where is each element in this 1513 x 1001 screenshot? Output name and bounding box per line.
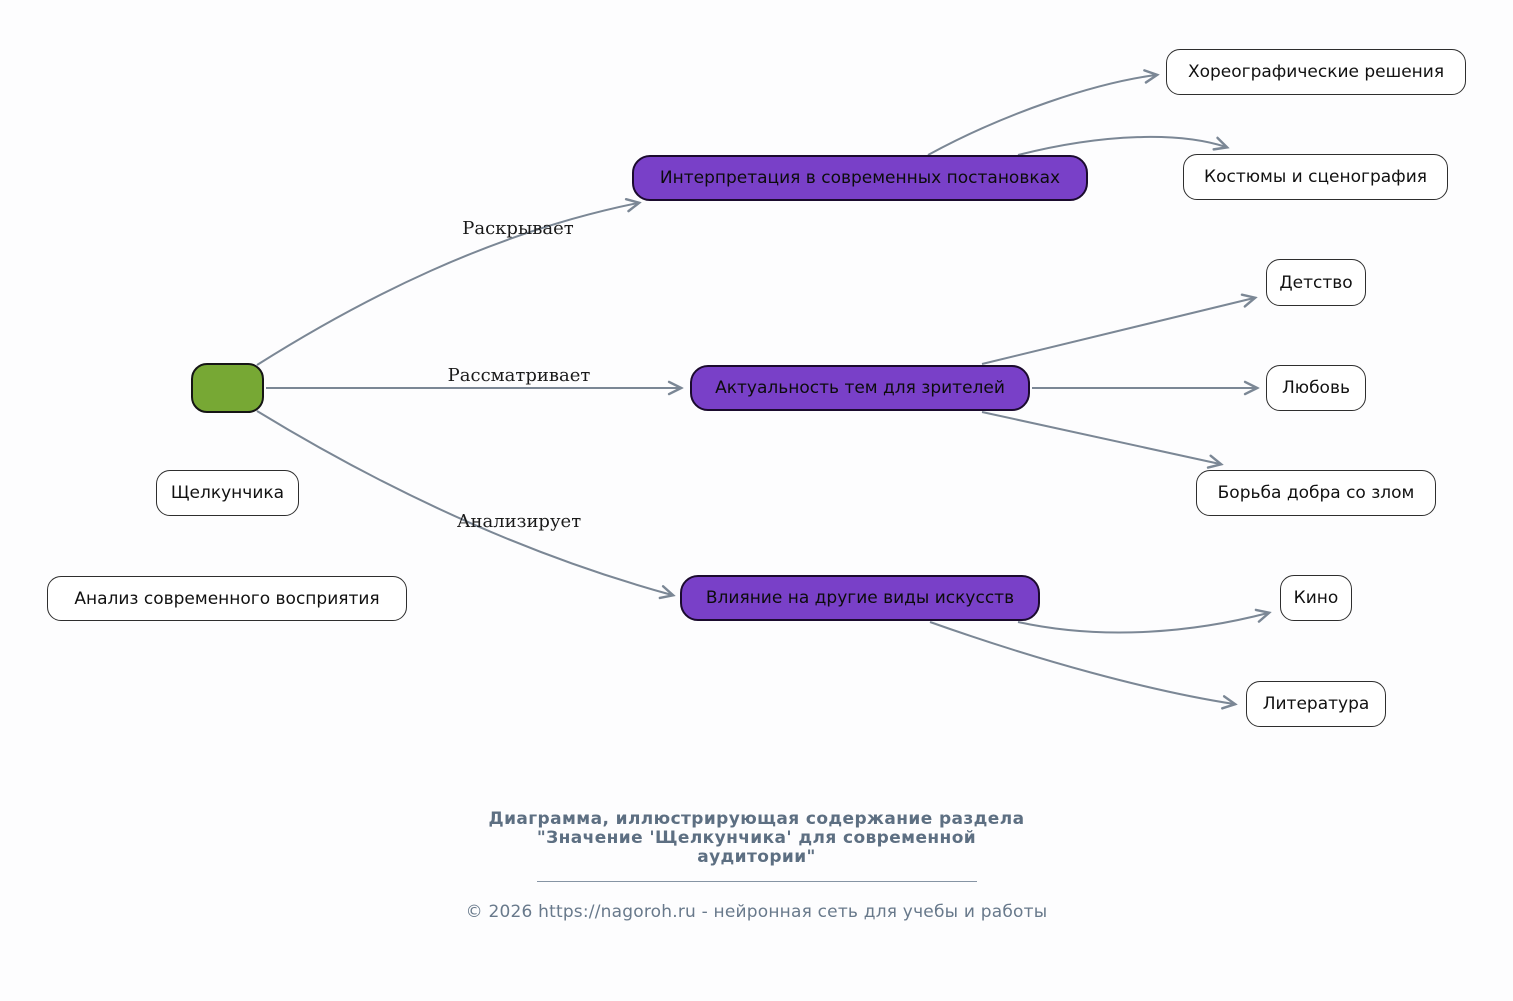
edge-interpretation-costumes <box>1018 137 1226 155</box>
edge-influence-cinema <box>1018 613 1268 633</box>
edge-root-influence <box>257 411 672 595</box>
leaf-node-struggle: Борьба добра со злом <box>1196 470 1436 516</box>
root-node <box>191 363 264 413</box>
footer-caption-line: "Значение 'Щелкунчика' для современной <box>536 828 977 849</box>
footer-caption-line: аудитории" <box>697 847 816 868</box>
branch-node-interpretation: Интерпретация в современных постановках <box>632 155 1088 201</box>
branch-node-influence: Влияние на другие виды искусств <box>680 575 1040 621</box>
edge-label-reveals: Раскрывает <box>462 218 574 239</box>
annotation-shchelkunchika: Щелкунчика <box>156 470 299 516</box>
edge-interpretation-choreography <box>928 75 1156 155</box>
leaf-node-childhood: Детство <box>1266 259 1366 306</box>
leaf-node-cinema: Кино <box>1280 575 1352 621</box>
edge-relevance-struggle <box>982 412 1220 464</box>
footer-divider <box>537 881 977 882</box>
leaf-node-choreography: Хореографические решения <box>1166 49 1466 95</box>
leaf-node-literature: Литература <box>1246 681 1386 727</box>
leaf-node-love: Любовь <box>1266 365 1366 411</box>
footer-caption <box>0 810 1513 867</box>
edge-relevance-childhood <box>982 298 1254 364</box>
edge-label-analyzes: Анализирует <box>456 511 582 532</box>
edge-influence-literature <box>930 622 1234 704</box>
footer-copyright: © 2026 https://nagoroh.ru - нейронная сеть для учебы и работы <box>465 902 1048 923</box>
edge-root-interpretation <box>257 203 638 365</box>
footer <box>0 810 1513 922</box>
edge-label-considers: Рассматривает <box>447 365 591 386</box>
footer-caption-line: Диаграмма, иллюстрирующая содержание раздела <box>488 809 1025 829</box>
leaf-node-costumes: Костюмы и сценография <box>1183 154 1448 200</box>
branch-node-relevance: Актуальность тем для зрителей <box>690 365 1030 411</box>
annotation-analysis: Анализ современного восприятия <box>47 576 407 621</box>
